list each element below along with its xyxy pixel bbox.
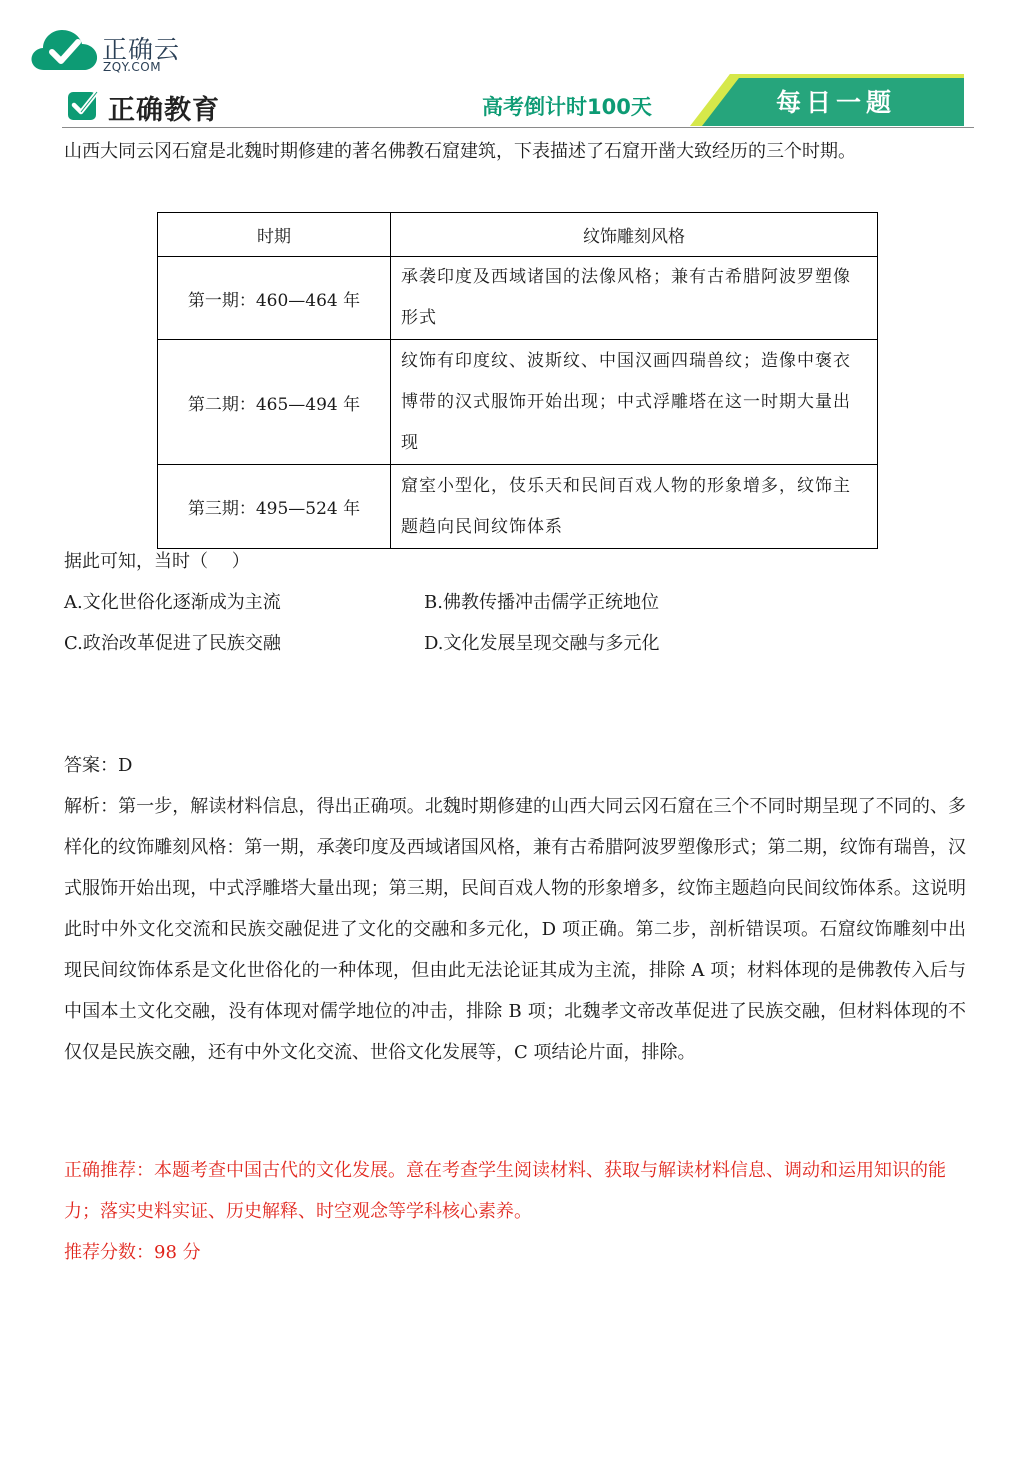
- cloud-check-icon: [30, 26, 100, 72]
- header-divider: [62, 127, 974, 128]
- question-prompt: 据此可知，当时（ ）: [64, 551, 250, 572]
- banner-label: 每日一题: [776, 88, 897, 117]
- table-cell-period: 第一期：460—464 年: [158, 257, 391, 340]
- option-d: D.文化发展呈现交融与多元化: [424, 633, 660, 654]
- question-stem: 山西大同云冈石窟是北魏时期修建的著名佛教石窟建筑，下表描述了石窟开凿大致经历的三个时期。: [64, 141, 856, 162]
- table-header-style: 纹饰雕刻风格: [391, 213, 878, 257]
- table-header-row: [158, 213, 878, 257]
- table-row: [158, 465, 878, 549]
- checkbox-icon: [66, 88, 100, 122]
- answer-line: 答案：D: [64, 755, 133, 776]
- table-cell-style: 承袭印度及西域诸国的法像风格；兼有古希腊阿波罗塑像形式: [391, 257, 878, 340]
- countdown-label: 高考倒计时100天: [482, 95, 652, 119]
- option-b: B.佛教传播冲击儒学正统地位: [424, 592, 659, 613]
- brand-name: 正确云: [102, 35, 181, 64]
- recommendation-text: 正确推荐：本题考查中国古代的文化发展。意在考查学生阅读材料、获取与解读材料信息、调动和运用知识的能力；落实史料实证、历史解释、时空观念等学科核心素养。: [64, 1160, 946, 1222]
- table-cell-style: 纹饰有印度纹、波斯纹、中国汉画四瑞兽纹；造像中褒衣博带的汉式服饰开始出现；中式浮雕塔在这一时期大量出现: [391, 340, 878, 465]
- option-c: C.政治改革促进了民族交融: [64, 633, 281, 654]
- recommend-score: 推荐分数：98 分: [64, 1242, 201, 1263]
- zqy-logo: [30, 26, 190, 74]
- table-cell-period: 第三期：495—524 年: [158, 465, 391, 549]
- option-a: A.文化世俗化逐渐成为主流: [64, 592, 281, 613]
- brand-domain: ZQY.COM: [103, 60, 162, 74]
- table-row: [158, 257, 878, 340]
- table-header-period: 时期: [158, 213, 391, 257]
- edu-name: 正确教育: [108, 95, 220, 126]
- table-row: [158, 340, 878, 465]
- table-cell-period: 第二期：465—494 年: [158, 340, 391, 465]
- analysis-text: 解析：第一步，解读材料信息，得出正确项。北魏时期修建的山西大同云冈石窟在三个不同时期呈现了不同的、多样化的纹饰雕刻风格：第一期，承袭印度及西域诸国风格，兼有古希腊阿波罗塑像形式；第二期，纹饰有瑞兽，汉式服饰开始出现，中式浮雕塔大量出现；第三期，民间百戏人物的形象增多，纹饰主题趋向民间纹饰体系。这说明此时中外文化交流和民族交融促进了文化的交融和多元化，D 项正确。第二步，剖析错误项。石窟纹饰雕刻中出现民间纹饰体系是文化世俗化的一种体现，但由此无法论证其成为主流，排除 A 项；材料体现的是佛教传入后与中国本土文化交融，没有体现对儒学地位的冲击，排除 B 项；北魏孝文帝改革促进了民族交融，但材料体现的不仅仅是民族交融，还有中外文化交流、世俗文化发展等，C 项结论片面，排除。: [64, 796, 966, 1063]
- period-table: [157, 212, 878, 549]
- table-cell-style: 窟室小型化，伎乐天和民间百戏人物的形象增多，纹饰主题趋向民间纹饰体系: [391, 465, 878, 549]
